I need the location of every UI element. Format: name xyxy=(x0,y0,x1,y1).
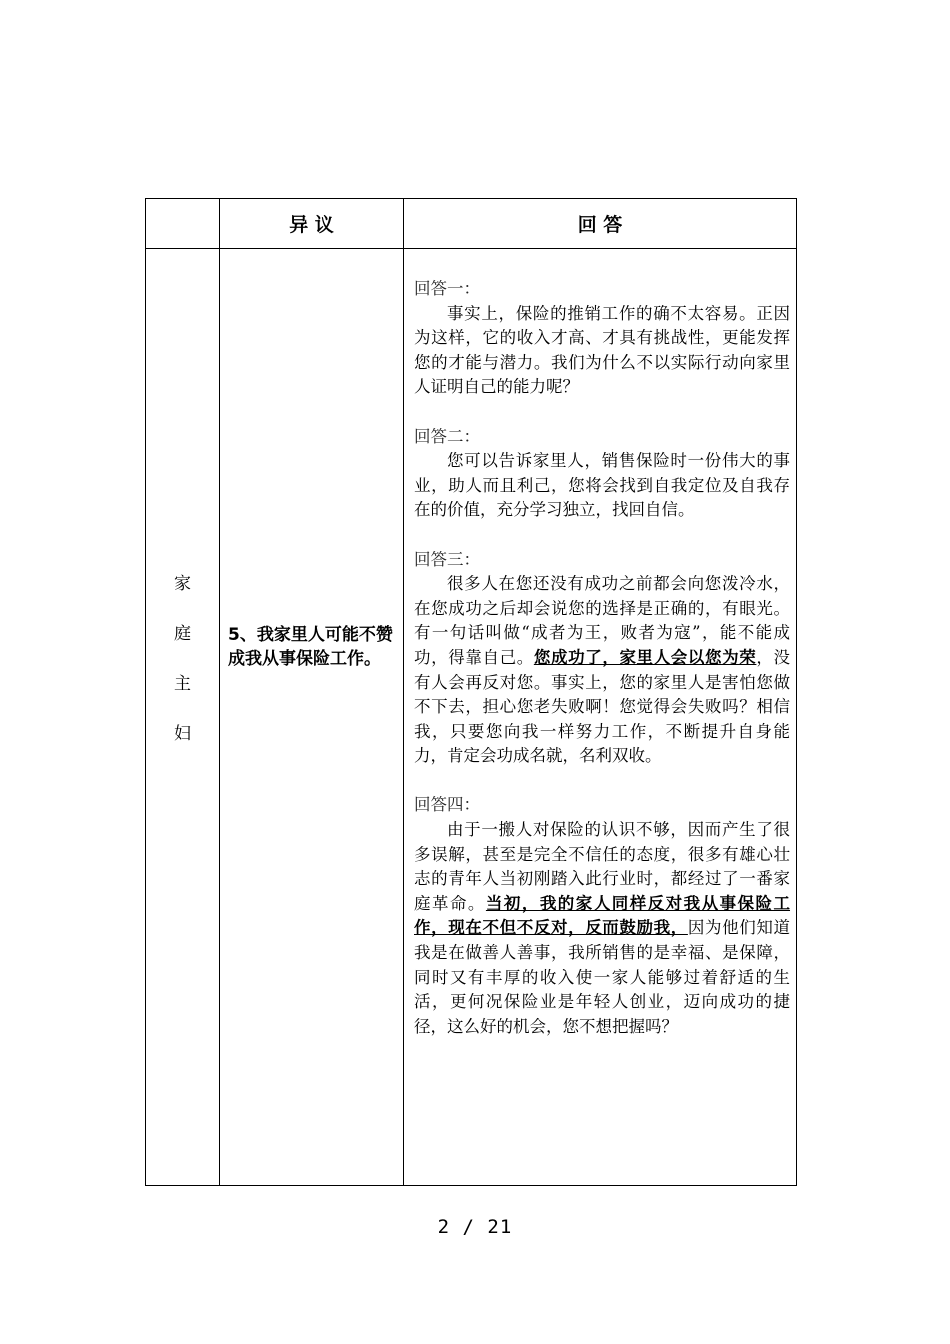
header-divider xyxy=(146,248,796,249)
answer-text: 事实上，保险的推销工作的确不太容易。正因为这样，它的收入才高、才具有挑战性，更能发挥您的才能与潜力。我们为什么不以实际行动向家里人证明自己的能力呢？ xyxy=(414,303,790,397)
answer-label: 回答四： xyxy=(414,795,480,815)
category-char: 庭 xyxy=(174,624,191,644)
answer-body xyxy=(414,449,790,523)
answer-text: 因为他们知道我是在做善人善事，我所销售的是幸福、是保障，同时又有丰厚的收入使一家人能够过着舒适的生活，更何况保险业是年轻人创业，迈向成功的捷径，这么好的机会，您不想把握吗？ xyxy=(414,918,791,1036)
header-objection: 异 议 xyxy=(289,214,334,236)
column-divider xyxy=(219,199,220,1185)
answer-emphasis: 您成功了，家里人会以您为荣 xyxy=(533,647,757,667)
objection-table xyxy=(145,198,797,1186)
header-category xyxy=(146,199,219,248)
category-char: 家 xyxy=(174,574,191,594)
answer-three xyxy=(414,548,790,769)
answer-four xyxy=(414,793,790,1039)
header-answer: 回 答 xyxy=(577,214,623,236)
category-cell xyxy=(146,569,219,769)
answer-text: 由于一搬人对保险的认识不够，因而产生了很多误解，甚至是完全不信任的态度，很多有雄心壮志的青年人当初刚踏入此行业时，都经过了一番家庭革命。 xyxy=(414,820,790,913)
page-indicator: 2 / 21 xyxy=(437,1216,513,1238)
answer-label: 回答三： xyxy=(414,549,480,569)
answer-text: 您可以告诉家里人，销售保险时一份伟大的事业，助人而且利己，您将会找到自我定位及自我存在的价值，充分学习独立，找回自信。 xyxy=(414,451,790,520)
answer-two xyxy=(414,425,790,523)
answer-label: 回答一： xyxy=(414,279,480,298)
answer-label: 回答二： xyxy=(414,426,480,446)
answer-one xyxy=(414,277,790,400)
answer-body xyxy=(414,302,790,400)
answer-body xyxy=(414,818,790,1039)
column-divider xyxy=(403,199,404,1185)
answer-text: 很多人在您还没有成功之前都会向您泼冷水，在您成功之后却会说您的选择是正确的，有眼光。有一句话叫做“成者为王，败者为寇”，能不能成功，得靠自己。 xyxy=(414,574,790,667)
category-char: 主 xyxy=(174,674,191,694)
answer-body xyxy=(414,572,790,769)
answer-text: ，没有人会再反对您。事实上，您的家里人是害怕您做不下去，担心您老失败啊！您觉得会失败吗？相信我，只要您向我一样努力工作，不断提升自身能力，肯定会功成名就，名利双收。 xyxy=(414,647,791,766)
answer-emphasis: 当初，我的家人同样反对我从事保险工作，现在不但不反对，反而鼓励我， xyxy=(414,893,791,938)
objection-text: 5、我家里人可能不赞成我从事保险工作。 xyxy=(228,625,393,669)
answers-cell xyxy=(414,277,790,1064)
category-char: 妇 xyxy=(174,724,191,744)
